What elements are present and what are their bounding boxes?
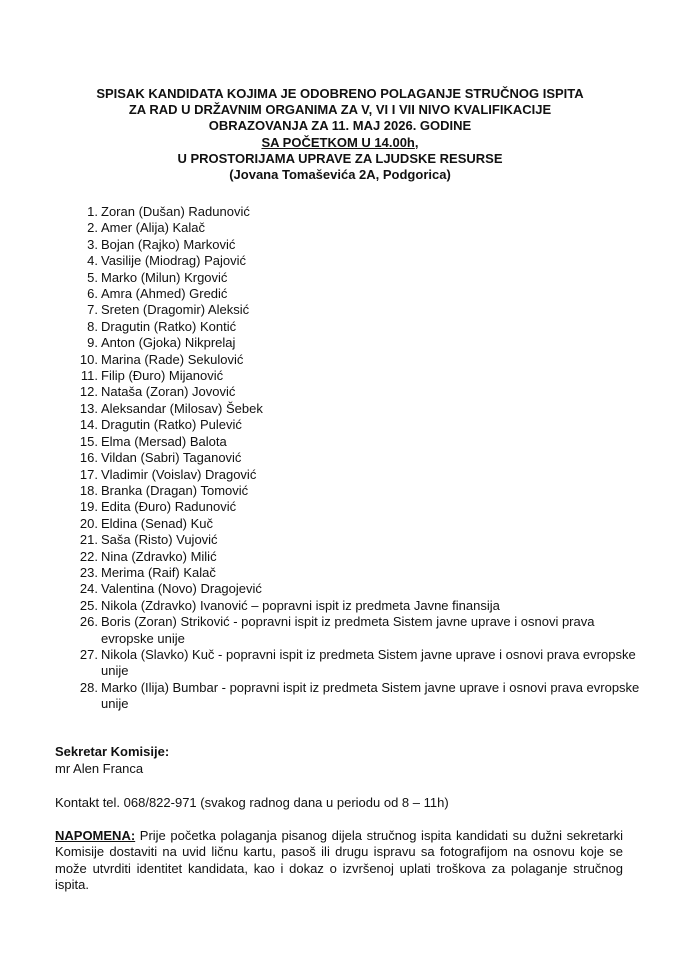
candidate-item	[70, 384, 650, 400]
candidate-item	[70, 270, 650, 286]
candidate-number: 24.	[79, 581, 98, 597]
candidate-item	[70, 516, 650, 532]
candidate-number: 27.	[79, 646, 98, 662]
candidate-number: 14.	[79, 417, 98, 433]
candidate-item	[70, 237, 650, 253]
candidate-name: Nina (Zdravko) Milić	[101, 548, 217, 564]
candidate-item	[70, 417, 650, 433]
document-header	[40, 86, 640, 183]
note-text: Prije početka polaganja pisanog dijela stručnog ispita kandidati su dužni sekretarki Komisije dostaviti na uvid ličnu kartu, pasoš ili drugu ispravu sa fotografijom na osnovu koje se može utvrditi identitet kandidata, kao i dokaz o izvršenoj uplati troškova za polaganje stručnog ispita.	[55, 828, 623, 893]
candidate-name: Edita (Đuro) Radunović	[101, 499, 237, 515]
candidate-item	[70, 319, 650, 335]
candidate-item	[70, 499, 650, 515]
candidate-name: Branka (Dragan) Tomović	[101, 482, 249, 498]
candidate-item	[70, 549, 650, 565]
header-title-line-3: OBRAZOVANJA ZA 11. MAJ 2026. GODINE	[208, 118, 472, 134]
candidate-list	[70, 204, 650, 713]
note-label: NAPOMENA:	[55, 828, 136, 843]
candidate-number: 26.	[79, 614, 98, 630]
candidate-name: Sreten (Dragomir) Aleksić	[101, 302, 250, 318]
candidate-number: 13.	[79, 400, 98, 416]
candidate-number: 5.	[87, 269, 98, 285]
candidate-name: Vasilije (Miodrag) Pajović	[101, 253, 246, 269]
candidate-name: Zoran (Dušan) Radunović	[101, 204, 250, 219]
candidate-name: Marina (Rade) Sekulović	[101, 351, 244, 367]
candidate-name: Vladimir (Voislav) Dragović	[101, 466, 257, 482]
candidate-item	[70, 335, 650, 351]
candidate-number: 2.	[87, 220, 98, 236]
candidate-item	[70, 286, 650, 302]
candidate-number: 23.	[79, 564, 98, 580]
candidate-number: 19.	[79, 499, 98, 515]
candidate-number: 11.	[80, 368, 98, 384]
candidate-number: 10.	[79, 351, 98, 367]
candidate-item	[70, 647, 650, 680]
candidate-number: 1.	[87, 204, 98, 219]
candidate-item	[70, 598, 650, 614]
candidate-name: Anton (Gjoka) Nikprelaj	[101, 335, 236, 351]
header-title-line-1: SPISAK KANDIDATA KOJIMA JE ODOBRENO POLAGANJE STRUČNOG ISPITA	[96, 86, 584, 101]
header-start-time-text: SA POČETKOM U 14.00h	[261, 134, 415, 150]
candidate-number: 7.	[87, 302, 98, 318]
candidate-number: 28.	[79, 679, 98, 695]
candidate-name: Nikola (Zdravko) Ivanović – popravni ispit iz predmeta Javne finansija	[101, 597, 500, 613]
header-start-time	[40, 135, 640, 151]
candidate-name: Dragutin (Ratko) Kontić	[101, 318, 237, 334]
candidate-item	[70, 368, 650, 384]
candidate-item	[70, 680, 650, 713]
candidate-name: Boris (Zoran) Striković - popravni ispit iz predmeta Sistem javne uprave i osnovi prava evropske unije	[101, 614, 595, 646]
candidate-name: Amra (Ahmed) Gredić	[101, 286, 228, 302]
candidate-name: Saša (Risto) Vujović	[101, 532, 218, 548]
header-title-line-2: ZA RAD U DRŽAVNIM ORGANIMA ZA V, VI I VII NIVO KVALIFIKACIJE	[128, 102, 552, 118]
header-start-time-comma: ,	[414, 134, 419, 150]
candidate-number: 18.	[79, 482, 98, 498]
candidate-name: Nataša (Zoran) Jovović	[101, 384, 236, 400]
candidate-item	[70, 532, 650, 548]
candidate-number: 6.	[87, 286, 98, 302]
candidate-number: 12.	[79, 384, 98, 400]
candidate-item	[70, 352, 650, 368]
candidate-number: 20.	[79, 515, 98, 531]
candidate-name: Marko (Ilija) Bumbar - popravni ispit iz predmeta Sistem javne uprave i osnovi prava evropske unije	[101, 679, 640, 712]
candidate-number: 4.	[87, 253, 98, 269]
candidate-item	[70, 450, 650, 466]
candidate-item	[70, 581, 650, 597]
candidate-number: 16.	[79, 450, 98, 466]
candidate-item	[70, 401, 650, 417]
candidate-number: 9.	[87, 335, 98, 351]
candidate-number: 3.	[87, 236, 98, 252]
secretary-title: Sekretar Komisije:	[55, 744, 170, 759]
candidate-name: Merima (Raif) Kalač	[101, 564, 216, 580]
candidate-item	[70, 302, 650, 318]
candidate-item	[70, 614, 650, 647]
candidate-name: Bojan (Rajko) Marković	[101, 236, 236, 252]
candidate-item	[70, 467, 650, 483]
candidate-item	[70, 565, 650, 581]
candidate-name: Nikola (Slavko) Kuč - popravni ispit iz predmeta Sistem javne uprave i osnovi prava evropske unije	[101, 646, 636, 679]
candidate-item	[70, 204, 650, 220]
candidate-number: 25.	[79, 597, 98, 613]
candidate-item	[70, 253, 650, 269]
candidate-item	[70, 483, 650, 499]
contact-info: Kontakt tel. 068/822-971 (svakog radnog dana u periodu od 8 – 11h)	[55, 795, 449, 810]
candidate-name: Elma (Mersad) Balota	[101, 433, 227, 449]
note-paragraph	[55, 828, 623, 894]
header-address: (Jovana Tomaševića 2A, Podgorica)	[229, 167, 451, 183]
candidate-name: Filip (Đuro) Mijanović	[101, 368, 224, 384]
header-location: U PROSTORIJAMA UPRAVE ZA LJUDSKE RESURSE	[177, 150, 503, 166]
candidate-item	[70, 220, 650, 236]
candidate-number: 15.	[79, 433, 98, 449]
secretary-name: mr Alen Franca	[55, 761, 144, 776]
candidate-number: 8.	[87, 318, 98, 334]
candidate-item	[70, 434, 650, 450]
candidate-name: Valentina (Novo) Dragojević	[101, 581, 262, 597]
candidate-name: Vildan (Sabri) Taganović	[101, 450, 242, 466]
candidate-name: Eldina (Senad) Kuč	[101, 515, 214, 531]
candidate-name: Amer (Alija) Kalač	[101, 220, 206, 236]
candidate-number: 17.	[79, 466, 98, 482]
candidate-name: Marko (Milun) Krgović	[101, 269, 228, 285]
candidate-name: Aleksandar (Milosav) Šebek	[101, 400, 263, 416]
candidate-name: Dragutin (Ratko) Pulević	[101, 417, 242, 433]
candidate-number: 22.	[79, 548, 98, 564]
candidate-number: 21.	[79, 532, 98, 548]
